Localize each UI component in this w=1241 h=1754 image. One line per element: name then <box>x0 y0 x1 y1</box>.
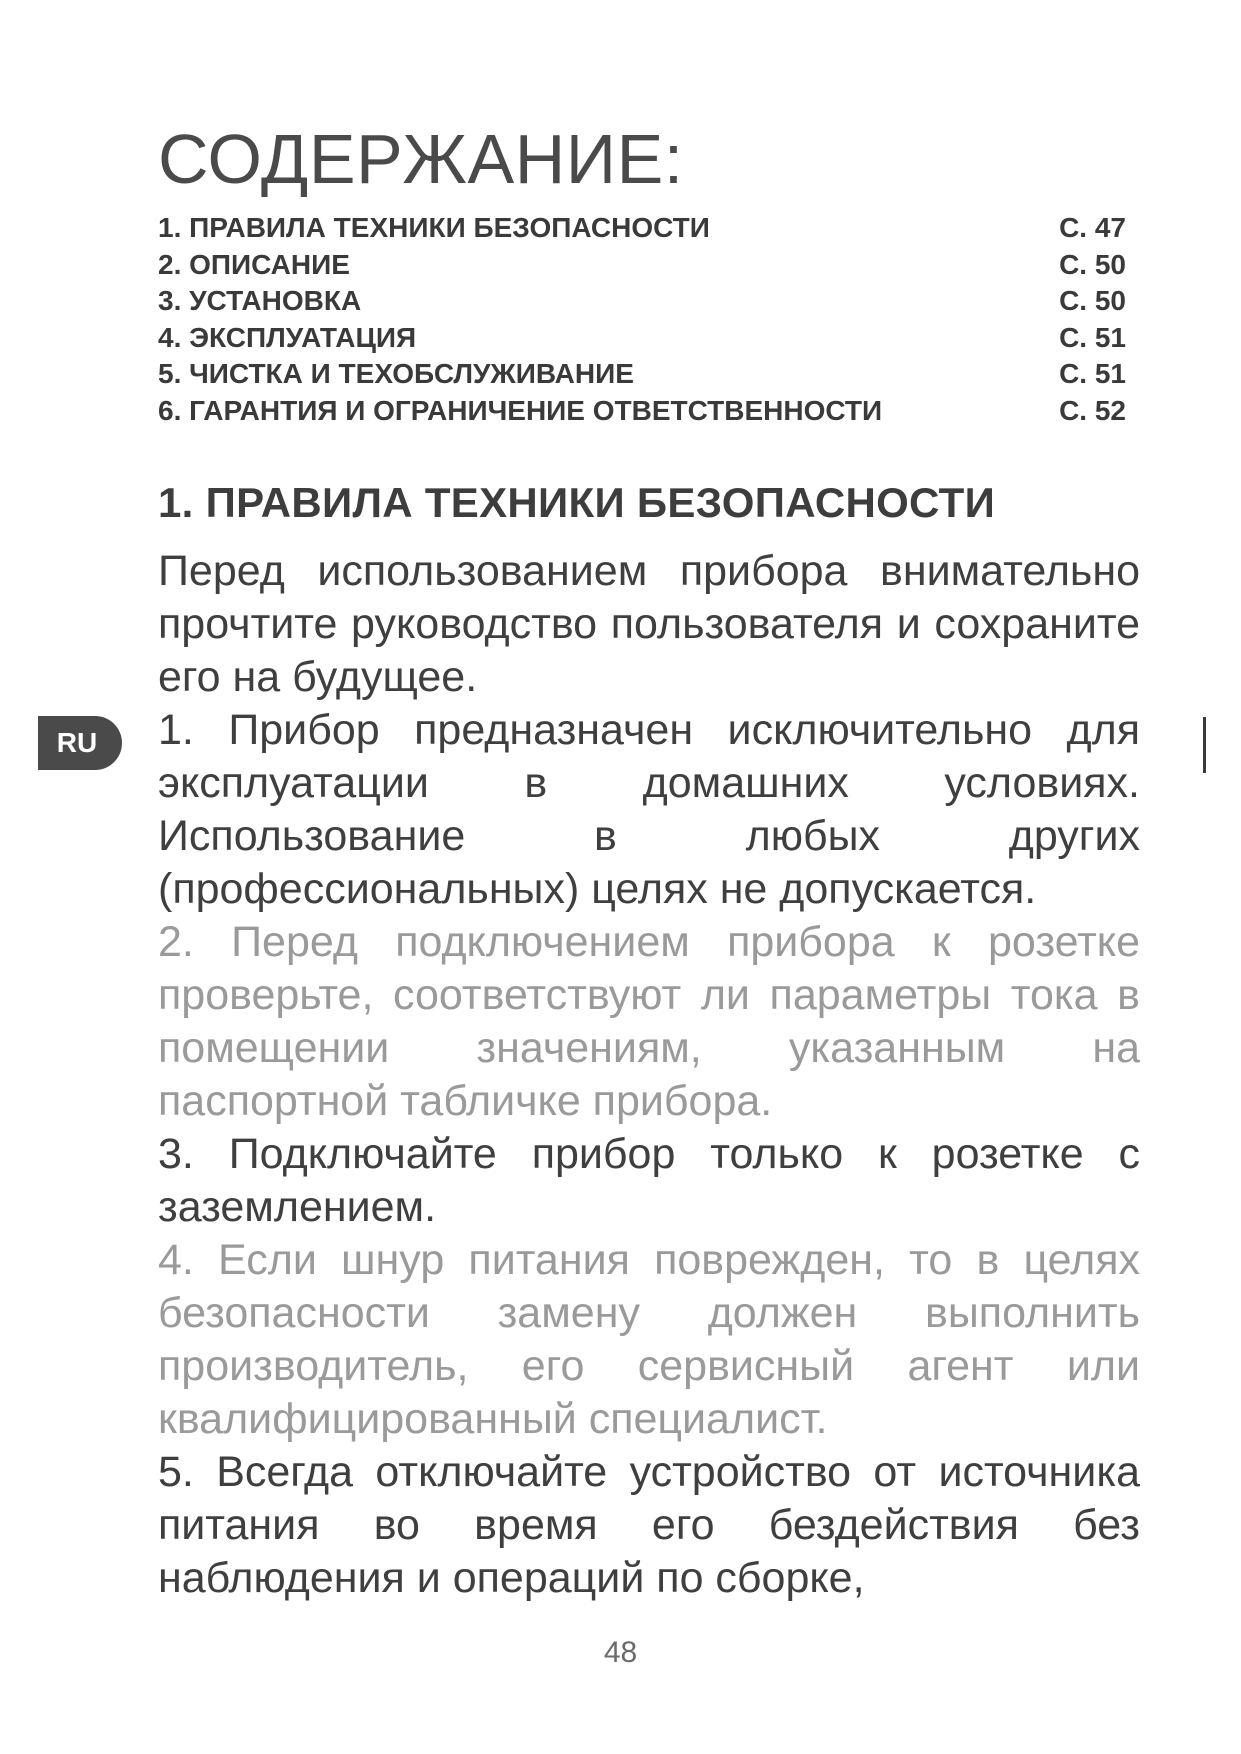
page-content <box>158 118 1142 1605</box>
toc-item-page: С. 52 <box>1059 394 1126 426</box>
toc-item-label: 1. ПРАВИЛА ТЕХНИКИ БЕЗОПАСНОСТИ <box>158 212 710 243</box>
toc-item-cleaning <box>158 356 1126 393</box>
toc-item-label: 6. ГАРАНТИЯ И ОГРАНИЧЕНИЕ ОТВЕТСТВЕННОСТИ <box>158 394 883 426</box>
toc-item-operation <box>158 320 1126 357</box>
rule-paragraph-3: 3. Подключайте прибор только к розетке с заземлением. <box>158 1130 1140 1231</box>
rule-paragraph-4: 4. Если шнур питания поврежден, то в целях безопасности замену должен выполнить производитель, его сервисный агент или квалифицированный специалист. <box>158 1236 1140 1443</box>
toc-item-safety <box>158 210 1126 247</box>
language-tab: RU <box>38 716 122 770</box>
toc-item-label: 3. УСТАНОВКА <box>158 285 362 316</box>
toc-item-page: С. 50 <box>1059 285 1126 316</box>
page-edge-marker <box>1203 717 1206 773</box>
toc-item-page: С. 47 <box>1059 212 1126 243</box>
toc-item-label: 2. ОПИСАНИЕ <box>158 248 350 280</box>
toc-item-warranty <box>158 393 1126 430</box>
intro-paragraph: Перед использованием прибора внимательно прочтите руководство пользователя и сохраните его на будущее. <box>158 547 1140 701</box>
toc-item-page: С. 51 <box>1059 358 1126 389</box>
rule-paragraph-1: 1. Прибор предназначен исключительно для эксплуатации в домашних условиях. Использование в любых других (профессиональных) целях не допускается. <box>158 706 1140 913</box>
toc-item-installation <box>158 283 1126 320</box>
section-body <box>158 545 1140 1605</box>
toc-item-label: 4. ЭКСПЛУАТАЦИЯ <box>158 321 417 353</box>
section-title: 1. ПРАВИЛА ТЕХНИКИ БЕЗОПАСНОСТИ <box>158 479 996 526</box>
toc-title: СОДЕРЖАНИЕ: <box>158 120 684 198</box>
rule-paragraph-2: 2. Перед подключением прибора к розетке проверьте, соответствуют ли параметры тока в помещении значениям, указанным на паспортной табличке прибора. <box>158 918 1140 1125</box>
toc-item-page: С. 50 <box>1059 248 1126 280</box>
page-number: 48 <box>603 1636 638 1669</box>
table-of-contents <box>158 210 1126 429</box>
toc-item-description <box>158 247 1126 284</box>
toc-item-page: С. 51 <box>1059 321 1126 353</box>
rule-paragraph-5: 5. Всегда отключайте устройство от источника питания во время его бездействия без наблюдения и операций по сборке, <box>158 1448 1140 1602</box>
toc-item-label: 5. ЧИСТКА И ТЕХОБСЛУЖИВАНИЕ <box>158 358 634 389</box>
